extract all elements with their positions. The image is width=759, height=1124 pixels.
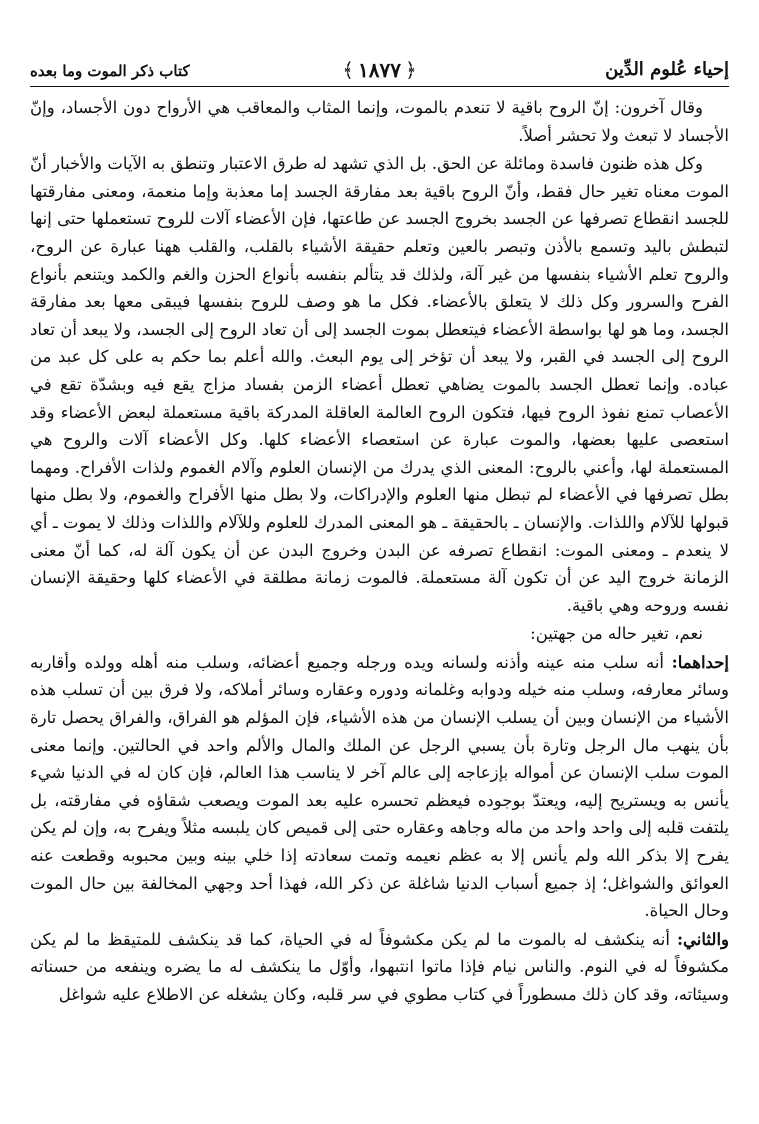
paragraph-1: وقال آخرون: إنّ الروح باقية لا تنعدم بالموت، وإنما المثاب والمعاقب هي الأرواح دون الأجساد، وإنّ الأجساد لا تبعث ولا تحشر أصلاً. <box>30 98 729 145</box>
running-header <box>30 50 729 87</box>
paragraph-4-text: أنه سلب منه عينه وأذنه ولسانه ويده ورجله وجميع أعضائه، وسلب منه أهله وولده وأقاربه وسائر معارفه، وسلب منه خيله ودوابه وغلمانه ودوره وعقاره وسائر أملاكه، ولا فرق بين أن تسلب هذه الأشياء من الإنسان وبين أن يسلب الإنسان من هذه الأشياء، فإن المؤلم هو الفراق، والفراق يحصل تارة بأن ينهب مال الرجل وتارة بأن يسبي الرجل عن الملك والمال والألم واحد في الحالتين. وإنما معنى الموت سلب الإنسان عن أمواله بإزعاجه إلى عالم آخر لا يناسب هذا العالم، فإن كان له في الدنيا شيء يأنس به ويستريح إليه، ويعتدّ بوجوده فيعظم تحسره عليه بعد الموت ويصعب شقاؤه في مفارقته، بل يلتفت قلبه إلى واحد واحد من ماله وجاهه وعقاره حتى إلى قميص كان يلبسه مثلاً ويفرح به، وإن لم يكن يفرح إلا بذكر الله ولم يأنس إلا به عظم نعيمه وتمت سعادته إذا خلي بينه وبين محبوبه وقطعت عنه العوائق والشواغل؛ إذ جميع أسباب الدنيا شاغلة عن ذكر الله، فهذا أحد وجهي المخالفة بين حال الموت وحال الحياة. <box>30 652 729 921</box>
paragraph-5-lead: والثاني: <box>676 929 729 949</box>
paragraph-3: نعم، تغير حاله من جهتين: <box>530 624 703 644</box>
page-body <box>30 94 729 1114</box>
ornament-bracket-right-icon: ﴿ <box>404 58 417 82</box>
ornament-bracket-left-icon: ﴾ <box>342 58 355 82</box>
paragraph-4-lead: إحداهما: <box>671 652 729 672</box>
paragraph-5 <box>30 926 729 1009</box>
page-number: ١٨٧٧ <box>358 58 401 82</box>
paragraph-2: وكل هذه ظنون فاسدة ومائلة عن الحق. بل الذي تشهد له طرق الاعتبار وتنطق به الآيات والأخبار أنّ الموت معناه تغير حال فقط، وأنّ الروح باقية بعد مفارقة الجسد إما معذبة وإما منعمة، ومعنى مفارقتها للجسد انقطاع تصرفها عن الجسد بخروج الجسد عن طاعتها، فإن الأعضاء آلات للروح تستعملها حتى إنها لتبطش باليد وتسمع بالأذن وتبصر بالعين وتعلم حقيقة الأشياء بالقلب، والقلب ههنا عبارة عن الروح، والروح تعلم الأشياء بنفسها من غير آلة، ولذلك قد يتألم بنفسه بأنواع الحزن والغم والكمد ويتنعم بأنواع الفرح والسرور وكل ذلك لا يتعلق بالأعضاء. فكل ما هو وصف للروح بنفسها فيبقى معها بعد مفارقة الجسد، وما هو لها بواسطة الأعضاء فيتعطل بموت الجسد إلى أن تعاد الروح إلى الجسد، ولا يبعد أن تعاد الروح إلى الجسد في القبر، ولا يبعد أن تؤخر إلى يوم البعث. والله أعلم بما حكم به على كل عبد من عباده. وإنما تعطل الجسد بالموت يضاهي تعطل أعضاء الزمن بفساد مزاج يقع فيه وبشدّة تقع في الأعصاب تمنع نفوذ الروح فيها، فتكون الروح العالمة العاقلة المدركة باقية مستعملة لبعض الأعضاء وقد استعصى عليها بعضها، والموت عبارة عن استعصاء الأعضاء كلها. وكل الأعضاء آلات والروح هي المستعملة لها، وأعني بالروح: المعنى الذي يدرك من الإنسان العلوم وآلام الغموم ولذات الأفراح. ومهما بطل تصرفها في الأعضاء لم تبطل منها العلوم والإدراكات، ولا بطل منها الأفراح والغموم، ولا بطل منها قبولها للآلام واللذات. والإنسان ـ بالحقيقة ـ هو المعنى المدرك للعلوم وللآلام واللذات وذلك لا يموت ـ أي لا ينعدم ـ ومعنى الموت: انقطاع تصرفه عن البدن وخروج البدن عن أن يكون آلة له، كما أنّ معنى الزمانة خروج اليد عن أن تكون آلة مستعملة. فالموت زمانة مطلقة في الأعضاء كلها وحقيقة الإنسان نفسه وروحه وهي باقية. <box>30 154 729 615</box>
paragraph-4 <box>30 649 729 925</box>
book-title: إحياء عُلوم الدِّين <box>605 59 729 80</box>
paragraph-5-text: أنه ينكشف له بالموت ما لم يكن مكشوفاً له في الحياة، كما قد ينكشف للمتيقظ ما لم يكن مكشوفاً له في النوم. والناس نيام فإذا ماتوا انتبهوا، وأوّل ما ينكشف له ما يضره وينفعه من حسناته وسيئاته، وقد كان ذلك مسطوراً في كتاب مطوي في سر قلبه، وكان يشغله عن الاطلاع عليه شواغل <box>30 929 729 1004</box>
page-number-block <box>342 58 416 82</box>
chapter-title: كتاب ذكر الموت وما بعده <box>30 62 190 80</box>
